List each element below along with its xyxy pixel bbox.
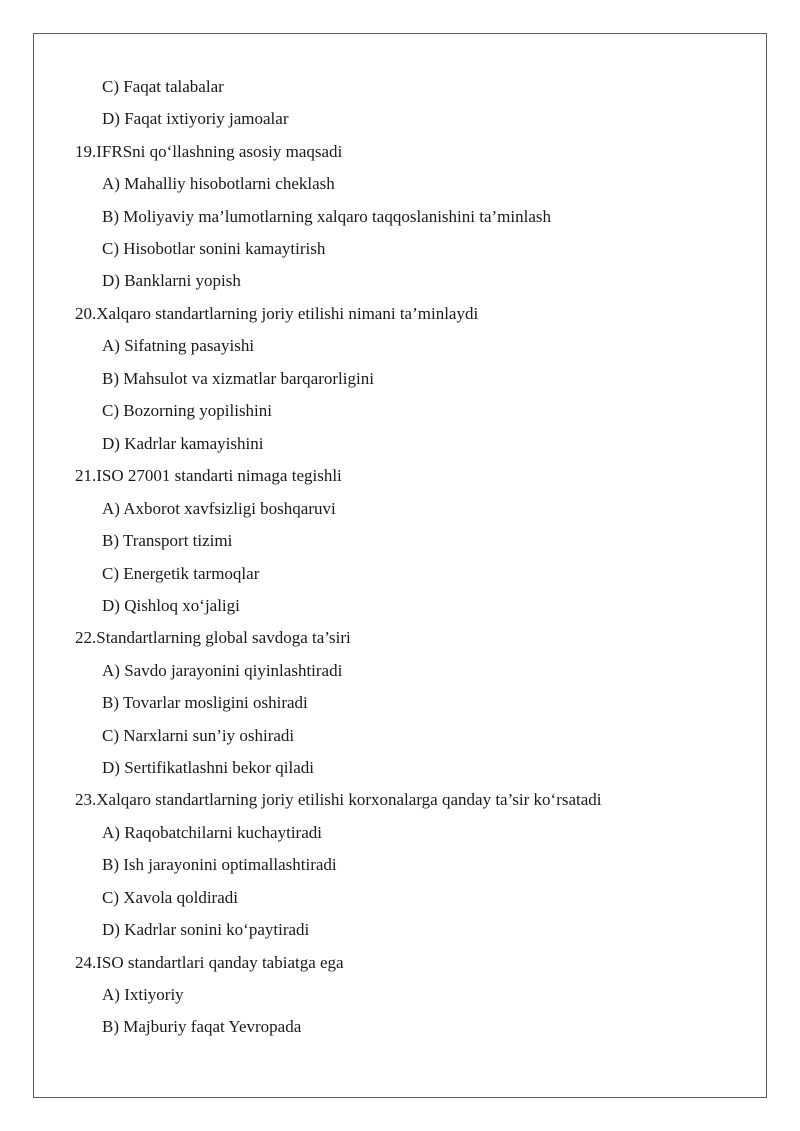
answer-option: A) Savdo jarayonini qiyinlashtiradi [102,661,343,680]
answer-option: C) Faqat talabalar [102,77,224,96]
question-text: 19.IFRSni qo‘llashning asosiy maqsadi [75,142,343,161]
question-text: 22.Standartlarning global savdoga ta’siri [75,628,351,647]
answer-option: B) Mahsulot va xizmatlar barqarorligini [102,369,374,388]
answer-option: C) Narxlarni sun’iy oshiradi [102,726,295,745]
answer-option: B) Majburiy faqat Yevropada [102,1017,302,1036]
answer-option: C) Xavola qoldiradi [102,888,238,907]
answer-option: D) Sertifikatlashni bekor qiladi [102,758,314,777]
answer-option: B) Moliyaviy ma’lumotlarning xalqaro taqqoslanishini ta’minlash [102,207,552,226]
answer-option: B) Tovarlar mosligini oshiradi [102,693,308,712]
answer-option: A) Sifatning pasayishi [102,336,255,355]
answer-option: D) Kadrlar sonini ko‘paytiradi [102,920,310,939]
answer-option: B) Ish jarayonini optimallashtiradi [102,855,337,874]
question-text: 23.Xalqaro standartlarning joriy etilishi korxonalarga qanday ta’sir ko‘rsatadi [75,790,602,809]
answer-option: A) Mahalliy hisobotlarni cheklash [102,174,335,193]
answer-option: D) Banklarni yopish [102,271,241,290]
answer-option: A) Raqobatchilarni kuchaytiradi [102,823,322,842]
answer-option: B) Transport tizimi [102,531,233,550]
answer-option: D) Qishloq xo‘jaligi [102,596,240,615]
answer-option: D) Kadrlar kamayishini [102,434,264,453]
answer-option: D) Faqat ixtiyoriy jamoalar [102,109,289,128]
answer-option: C) Energetik tarmoqlar [102,564,260,583]
answer-option: C) Hisobotlar sonini kamaytirish [102,239,326,258]
question-text: 20.Xalqaro standartlarning joriy etilishi nimani ta’minlaydi [75,304,479,323]
question-text: 21.ISO 27001 standarti nimaga tegishli [75,466,342,485]
question-text: 24.ISO standartlari qanday tabiatga ega [75,953,344,972]
answer-option: A) Ixtiyoriy [102,985,184,1004]
answer-option: C) Bozorning yopilishini [102,401,272,420]
answer-option: A) Axborot xavfsizligi boshqaruvi [102,499,336,518]
